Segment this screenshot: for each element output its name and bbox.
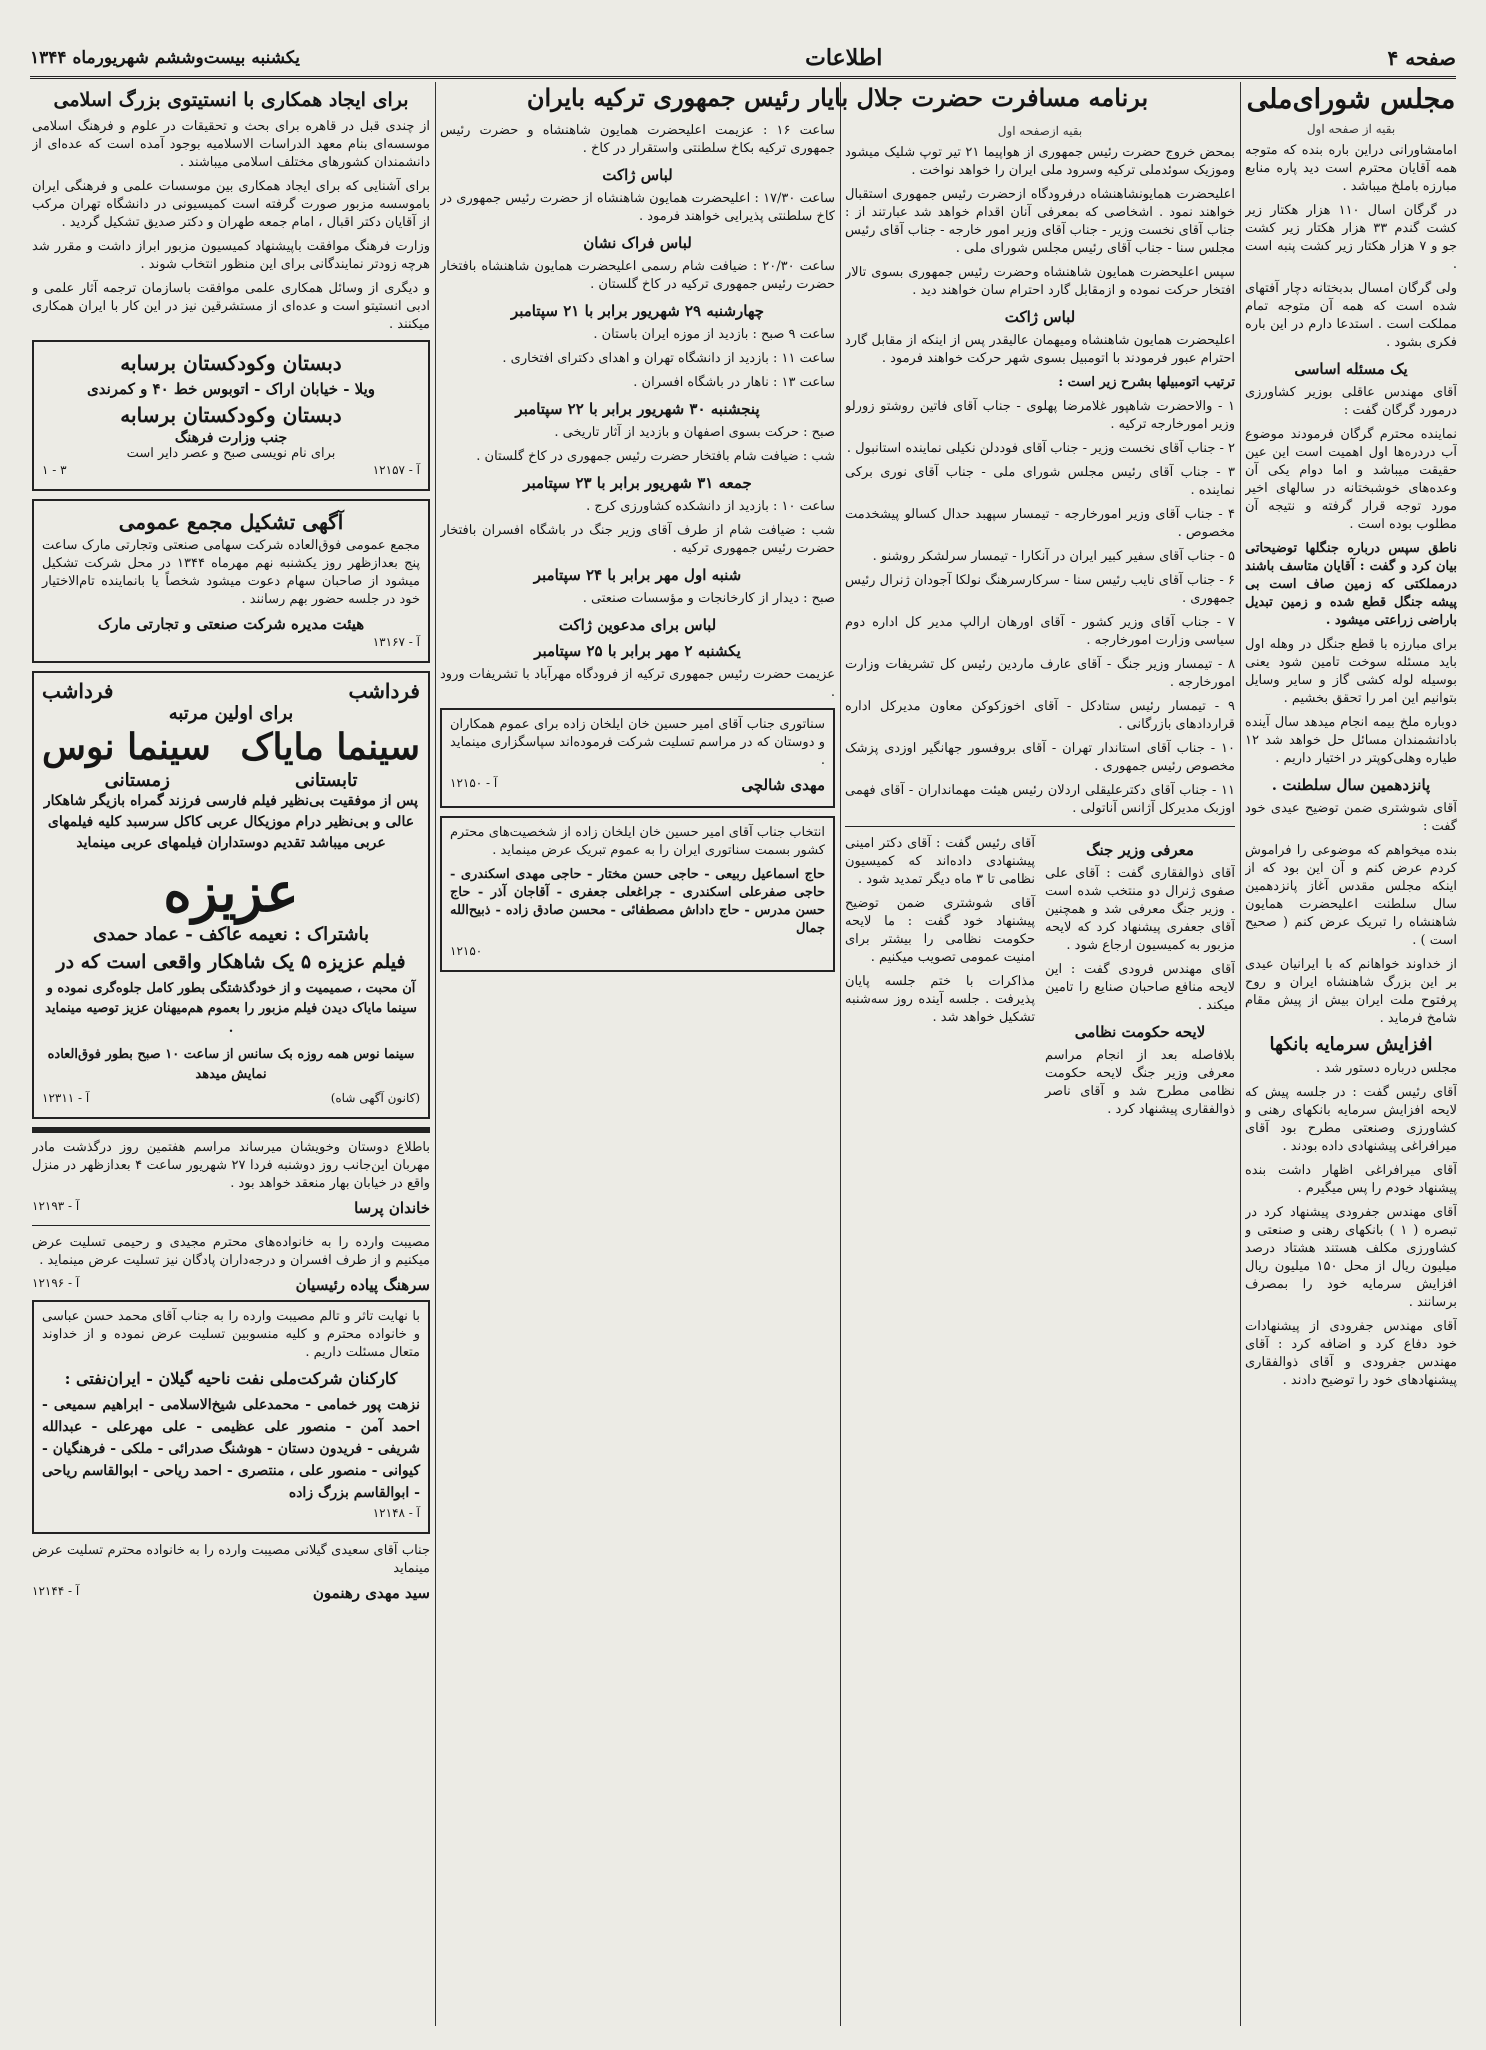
ad-text: مجمع عمومی فوق‌العاده شرکت سهامی صنعتی وتجارتی مارک ساعت پنج بعدازظهر روز یکشنبه نهم مهرماه ۱۳۴۴ در محل شرکت تشکیل میشود از صاحبان سهام دعوت میشود شخصاً یا بانماینده تام‌الاختیار خود در جلسه حضور بهم رسانند . bbox=[42, 538, 421, 607]
ads-column bbox=[32, 82, 430, 2026]
article-paragraph: شب : ضیافت شام از طرف آقای وزیر جنگ در باشگاه افسران بافتخار حضرت رئیس جمهوری ترکیه . bbox=[440, 523, 835, 556]
article-paragraph: ساعت ۱۰ : بازدید از دانشکده کشاورزی کرج . bbox=[586, 499, 835, 514]
program-day-heading: چهارشنبه ۲۹ شهریور برابر با ۲۱ سپتامبر bbox=[510, 302, 765, 320]
article-paragraph: مجلس درباره دستور شد . bbox=[1316, 1061, 1457, 1076]
program-subheading: لایحه حکومت نظامی bbox=[1074, 1023, 1206, 1041]
subcolumn bbox=[1045, 835, 1235, 1125]
article-paragraph: بلافاصله بعد از انجام مراسم معرفی وزیر جنگ لایحه حکومت نظامی مطرح شد و آقای ناصر ذوالفقاری پیشنهاد کرد . bbox=[1045, 1048, 1235, 1117]
article-paragraph: ترتیب اتومبیلها بشرح زیر است : bbox=[1058, 375, 1235, 390]
film-cast: باشتراک : نعیمه عاکف - عماد حمدی bbox=[92, 924, 370, 945]
two-column-block bbox=[845, 835, 1235, 1125]
program-subheading: لباس فراک نشان bbox=[583, 234, 692, 252]
assembly-ad bbox=[32, 499, 430, 663]
article-paragraph: آقای رئیس گفت : در جلسه پیش که لایحه افزایش سرمایه بانکهای رهنی و کشاورزی وصنعتی مطرح بود آقای میرافراغی پیشنهادی داده بودند . bbox=[1245, 1085, 1457, 1154]
school-address: ویلا - خیابان اراک - اتوبوس خط ۴۰ و کمرندی bbox=[86, 380, 376, 398]
cinema-text: پس از موفقیت بی‌نظیر فیلم فارسی فرزند گمراه بازیگر شاهکار عالی و بی‌نظیر درام موزیکال عربی کاکل سرسبد کلیه فیلمهای عربی میباشد تقدیم دوستداران فیلمهای عربی مینماید bbox=[43, 793, 419, 851]
majlis-continuation: بقیه از صفحه اول bbox=[1306, 122, 1396, 136]
ad-footer bbox=[42, 463, 420, 477]
list-item: ۷ - جناب آقای وزیر کشور - آقای اورهان ارالپ مدیر کل اداره دوم سیاسی وزارت امورخارجه . bbox=[845, 615, 1235, 648]
cinema-seasons bbox=[42, 770, 420, 791]
ad-text: سناتوری جناب آقای امیر حسین خان ایلخان زاده برای عموم همکاران و دوستان که در مراسم تسلیت شرکت فرموده‌اند سپاسگزاری مینماید . bbox=[450, 717, 825, 768]
ad-ref: ۳ - ۱ bbox=[42, 463, 67, 477]
program-day-heading: یکشنبه ۲ مهر برابر با ۲۵ سپتامبر bbox=[534, 642, 741, 660]
program-day-heading: جمعه ۳۱ شهریور برابر با ۲۳ سپتامبر bbox=[523, 474, 752, 492]
ad-footer bbox=[42, 635, 420, 649]
cinema-name: سینما نوس bbox=[42, 726, 211, 768]
divider-bar bbox=[32, 1127, 430, 1133]
article-paragraph: دوباره ملخ بیمه انجام میدهد سال آینده بادانشمندان مسائل حل خواهد شد ۱۲ طیاره وهلی‌کوپتر در اختیار داریم . bbox=[1245, 715, 1457, 766]
article-paragraph: ولی گرگان امسال بدبختانه دچار آفتهای شده است که همه آن متوجه تمام مملکت است . استدعا دارم در این باره فکری بشود . bbox=[1245, 281, 1457, 350]
ad-ref: ۱۲۱۵۰ bbox=[450, 944, 483, 958]
gilan-title: کارکنان شرکت‌ملی نفت ناحیه گیلان - ایران‌نفتی : bbox=[64, 1369, 398, 1388]
program-subheading: معرفی وزیر جنگ bbox=[1086, 841, 1194, 859]
article-paragraph: و دیگری از وسائل همکاری علمی موافقت باسازمان ترجمه آثار علمی و ادبی انستیتو است و عده‌ای از مستشرقین نیز در این کار با ایران همکاری میکنند . bbox=[32, 281, 430, 332]
tonight-label: فرداشب bbox=[348, 679, 420, 703]
ad-ref: آ - ۱۲۱۹۶ bbox=[32, 1276, 80, 1290]
ad-text: با نهایت تاثر و تالم مصیبت وارده را به جناب آقای محمد حسن عباسی و خانواده محترم و کلیه منسوبین تسلیت عرض نموده و از خداوند متعال مسئلت داریم . bbox=[42, 1309, 420, 1360]
article-paragraph: نماینده محترم گرگان فرمودند موضوع آب دردره‌ها اول اهمیت است این عین حقیقت میباشد و اما دوام یکی آن وعده‌های خوشبختانه در سالهای اخیر مورد توجه قرار گرفته و نتیجه آن مطلوب بوده است . bbox=[1245, 427, 1457, 532]
final-signature: سید مهدی رهنمون bbox=[312, 1584, 430, 1602]
ad-signature: مهدی شالچی bbox=[741, 776, 825, 794]
article-paragraph: ساعت ۲۰/۳۰ : ضیافت شام رسمی اعلیحضرت همایون شاهنشاه بافتخار حضرت رئیس جمهوری ترکیه در کاخ گلستان . bbox=[440, 259, 835, 292]
film-title: عزیزه bbox=[163, 860, 299, 924]
cinema-tonight bbox=[42, 679, 420, 703]
article-paragraph: بنده میخواهم که موضوعی را فراموش کردم عرض کنم و آن این بود که از اینکه مجلس مقدس آغاز پانزدهمین سال سلطنت اعلیحضرت همایون شاهنشاه را تبریک عرض کنم ( صحیح است ) . bbox=[1245, 843, 1457, 948]
column-rule bbox=[435, 82, 436, 2026]
ad-footer bbox=[32, 1199, 430, 1217]
ad-footer bbox=[42, 1091, 420, 1105]
cinema-name: سینما مایاک bbox=[240, 726, 420, 768]
list-item: ۱۰ - جناب آقای استاندار تهران - آقای بروفسور جهانگیر اوزدی پزشک مخصوص رئیس جمهوری . bbox=[845, 741, 1235, 774]
ad-footer bbox=[450, 776, 825, 794]
ad-footer bbox=[32, 1276, 430, 1294]
ad-ref: آ - ۱۲۳۱۱ bbox=[42, 1091, 90, 1105]
page-number: صفحه ۴ bbox=[1387, 46, 1456, 70]
majlis-subheading: یک مسئله اساسی bbox=[1294, 360, 1408, 378]
ad-ref: آ - ۱۲۱۵۰ bbox=[450, 776, 498, 790]
final-text: جناب آقای سعیدی گیلانی مصیبت وارده را به خانواده محترم تسلیت عرض مینماید bbox=[32, 1543, 430, 1576]
ad-ref: آ - ۱۳۱۶۷ bbox=[372, 635, 420, 649]
school-title: دبستان وکودکستان برسابه bbox=[120, 403, 342, 427]
ad-ref: آ - ۱۲۱۴۸ bbox=[372, 1506, 420, 1520]
program-column-right bbox=[845, 122, 1235, 2026]
article-paragraph: ساعت ۹ صبح : بازدید از موزه ایران باستان . bbox=[593, 327, 835, 342]
senator-thanks-ad bbox=[440, 708, 835, 808]
article-paragraph: اعلیحضرت همایونشاهنشاه درفرودگاه ازحضرت رئیس جمهوری استقبال خواهند نمود . اشخاصی که بمعرفی آنان اقدام خواهد شد عبارتند از : جناب آقای نخست وزیر - جناب آقای وزیر امور خارجه - جناب آقای رئیس مجلس سنا - جناب آقای رئیس مجلس شورای ملی . bbox=[845, 187, 1235, 256]
article-paragraph: آقای شوشتری ضمن توضیح عیدی خود گفت : bbox=[1245, 801, 1457, 834]
congrats-ad bbox=[440, 816, 835, 972]
article-paragraph: صبح : حرکت بسوی اصفهان و بازدید از آثار تاریخی . bbox=[554, 425, 835, 440]
article-paragraph: آقای ذوالفقاری گفت : آقای علی صفوی ژنرال دو منتخب شده است . وزیر جنگ معرفی شد و همچنین آقای جعفری پیشنهاد کرد که لایحه مزبور به کمیسیون ارجاع شود . bbox=[1045, 866, 1235, 953]
article-paragraph: آقای مهندس جفرودی از پیشنهادات خود دفاع کرد و اضافه کرد : آقای مهندس جفرودی و آقای ذوالفقاری پیشنهادهای خود را توضیح دادند . bbox=[1245, 1319, 1457, 1388]
assembly-signature: هیئت مدیره شرکت صنعتی و تجارتی مارک bbox=[97, 615, 365, 633]
program-day-heading: پنجشنبه ۳۰ شهریور برابر با ۲۲ سپتامبر bbox=[515, 400, 760, 418]
ad-footer bbox=[450, 944, 825, 958]
divider bbox=[32, 1225, 430, 1226]
article-paragraph: شب : ضیافت شام بافتخار حضرت رئیس جمهوری در کاخ گلستان . bbox=[476, 449, 835, 464]
article-paragraph: ساعت ۱۳ : ناهار در باشگاه افسران . bbox=[633, 375, 835, 390]
article-paragraph: اعلیحضرت همایون شاهنشاه ومیهمان عالیقدر پس از اینکه از مقابل گارد احترام عبور فرمودند با اتومبیل بسوی شهر حرکت خواهند فرمود . bbox=[845, 333, 1235, 366]
paper-name: اطلاعات bbox=[805, 45, 883, 71]
majlis-column bbox=[1245, 82, 1457, 2026]
list-item: ۸ - تیمسار وزیر جنگ - آقای عارف ماردین رئیس کل تشریفات وزارت امورخارجه . bbox=[845, 657, 1235, 690]
cinema-ad bbox=[32, 671, 430, 1119]
list-item: ۳ - جناب آقای رئیس مجلس شورای ملی - جناب آقای نوری برکی نماینده . bbox=[845, 465, 1235, 498]
ad-ref: آ - ۱۲۱۴۴ bbox=[32, 1584, 80, 1598]
ad-footer bbox=[32, 1584, 430, 1602]
thanks-signature: سرهنگ پیاده رئیسیان bbox=[295, 1276, 430, 1294]
article-paragraph: آقای شوشتری ضمن توضیح پیشنهاد خود گفت : ما لایحه حکومت نظامی را بیشتر برای امنیت عمومی تصویب میکنیم . bbox=[845, 896, 1035, 965]
gilan-names: نزهت پور خمامی - محمدعلی شیخ‌الاسلامی - ابراهیم سمیعی - احمد آمن - منصور علی عظیمی - علی مهرعلی - عبدالله شریفی - فریدون دستان - هوشنگ صدرائی - ملکی - فرهنگیان - کیوانی - منصور علی ، منتصری - احمد ریاحی - ابوالقاسم ریاحی - ابوالقاسم بزرگ زاده bbox=[42, 1397, 420, 1501]
list-item: ۱ - والاحضرت شاهپور غلامرضا پهلوی - جناب آقای فاتین روشتو زورلو وزیر امورخارجه ترکیه . bbox=[845, 399, 1235, 432]
list-item: ۶ - جناب آقای نایب رئیس سنا - سرکارسرهنگ نولکا آجودان ژنرال رئیس جمهوری . bbox=[845, 573, 1235, 606]
list-item: ۵ - جناب آقای سفیر کبیر ایران در آنکارا - تیمسار سرلشکر روشنو . bbox=[872, 549, 1235, 564]
ad-text: انتخاب جناب آقای امیر حسین خان ایلخان زاده از شخصیت‌های محترم کشور بسمت سناتوری ایران را به عموم تبریک عرض مینماید . bbox=[450, 825, 825, 858]
article-paragraph: ساعت ۱۱ : بازدید از دانشگاه تهران و اهدای دکترای افتخاری . bbox=[502, 351, 835, 366]
list-item: ۲ - جناب آقای نخست وزیر - جناب آقای فوددلن نکیلی نماینده استانبول . bbox=[846, 441, 1235, 456]
column-rule bbox=[1240, 82, 1241, 2026]
article-paragraph: برای مبارزه با قطع جنگل در وهله اول باید مسئله سوخت تامین شود یعنی بوسیله لوله کشی گاز و سایر وسایل بتوانیم این امر را تحقق بخشیم . bbox=[1245, 637, 1457, 706]
cinema-text: آن محبت ، صمیمیت و از خودگذشتگی بطور کامل جلوه‌گری نموده و سینما مایاک دیدن فیلم مزبور را بعموم هم‌میهنان عزیز توصیه مینماید . bbox=[45, 981, 417, 1036]
list-item: ۴ - جناب آقای وزیر امورخارجه - تیمسار سپهبد حدال کسالو پیشخدمت مخصوص . bbox=[845, 507, 1235, 540]
subcolumn bbox=[845, 835, 1035, 1125]
ad-ref: آ - ۱۲۱۵۷ bbox=[372, 463, 420, 477]
program-subheading: لباس برای مدعوین ژاکت bbox=[558, 616, 717, 634]
school-note: جنب وزارت فرهنگ bbox=[174, 430, 288, 446]
program-subheading: لباس ژاکت bbox=[1004, 308, 1076, 326]
program-subheading: لباس ژاکت bbox=[602, 166, 673, 184]
article-paragraph: آقای مهندس جفرودی پیشنهاد کرد در تبصره ( ۱ ) بانکهای رهنی و صنعتی و کشاورزی مکلف هستند هشتاد درصد میلیون ریال از محل ۱۵۰ میلیون ریال افزایش سرمایه خود را بمصرف برسانند . bbox=[1245, 1205, 1457, 1310]
film-tagline: فیلم عزیزه ۵ یک شاهکار واقعی است که در bbox=[56, 951, 406, 973]
article-paragraph: آقای میرافراغی اظهار داشت بنده پیشنهاد خودم را پس میگیرم . bbox=[1245, 1163, 1457, 1196]
list-item: ۱۱ - جناب آقای دکترعلیقلی اردلان رئیس هیئت مهمانداران - آقای فهمی اوزبک مدیرکل آژانس آناتولی . bbox=[845, 783, 1235, 816]
gilan-condolence-ad bbox=[32, 1300, 430, 1534]
page-header bbox=[30, 40, 1456, 79]
article-paragraph: برای آشنایی که برای ایجاد همکاری بین موسسات علمی و فرهنگی ایران باموسسه مزبور صورت گرفته است کمیسیونی در دانشگاه تهران مرکب از آقایان دکتر اقبال ، امام جمعه طهران و دکتر صدیق تشکیل گردید . bbox=[32, 179, 430, 230]
article-paragraph: وزارت فرهنگ موافقت باپیشنهاد کمیسیون مزبور ابراز داشت و مقرر شد هرچه زودتر نمایندگانی برای این منظور انتخاب شوند . bbox=[32, 239, 430, 272]
article-paragraph: مذاکرات با ختم جلسه پایان پذیرفت . جلسه آینده روز سه‌شنبه تشکیل خواهد شد . bbox=[845, 974, 1035, 1025]
institute-title: برای ایجاد همکاری با انستیتوی بزرگ اسلامی bbox=[53, 89, 409, 111]
cinema-first-time: برای اولین مرتبه bbox=[168, 703, 294, 724]
article-paragraph: از خداوند خواهانم که با ایرانیان عیدی بر این بزرگ شاهنشاه ایران و روح پرفتوح ملت ایران بیش از پیش مقام شامخ فرماید . bbox=[1245, 957, 1457, 1026]
school-title: دبستان وکودکستان برسابه bbox=[120, 351, 342, 375]
program-title: برنامه مسافرت حضرت جلال بایار رئیس جمهوری ترکیه بایران bbox=[526, 83, 1149, 112]
majlis-subheading: افزایش سرمایه بانکها bbox=[1269, 1034, 1433, 1055]
article-paragraph: عزیمت حضرت رئیس جمهوری ترکیه از فرودگاه مهرآباد با تشریفات ورود . bbox=[440, 667, 835, 700]
tonight-label: فرداشب bbox=[42, 679, 114, 703]
ad-ref: (کانون آگهی شاه) bbox=[330, 1091, 420, 1105]
thanks-text: مصیبت وارده را به خانواده‌های محترم مجیدی و رحیمی تسلیت عرض میکنیم و از طرف افسران و درجه‌داران پادگان نیز تسلیت عرض مینماید . bbox=[32, 1235, 430, 1268]
divider bbox=[845, 826, 1235, 827]
cinema-hours: سینما نوس همه روزه بک سانس از ساعت ۱۰ صبح بطور فوق‌العاده نمایش میدهد bbox=[47, 1047, 415, 1082]
majlis-title: مجلس شورای‌ملی bbox=[1246, 84, 1456, 115]
memorial-signature: خاندان پرسا bbox=[354, 1199, 430, 1217]
school-ad bbox=[32, 340, 430, 491]
ad-names: حاج اسماعیل ربیعی - حاجی حسن مختار - حاجی مهدی اسکندری - حاجی صفرعلی اسکندری - جراغعلی جعفری - آقاجان آذر - حاج حسن مدرس - حاج داداش مصطفائی - محسن صادق زاده - ذبیح‌الله جمال bbox=[450, 867, 825, 936]
memorial-text: باطلاع دوستان وخویشان میرساند مراسم هفتمین روز درگذشت مادر مهربان این‌جانب روز دوشنبه فردا ۲۷ شهریور ساعت ۴ بعدازظهر در منزل واقع در خیابان بهار منعقد خواهد بود . bbox=[32, 1140, 430, 1191]
article-paragraph: ساعت ۱۶ : عزیمت اعلیحضرت همایون شاهنشاه و حضرت رئیس جمهوری ترکیه بکاخ سلطنتی واستقرار در کاخ . bbox=[440, 123, 835, 156]
program-day-heading: شنبه اول مهر برابر با ۲۴ سپتامبر bbox=[533, 566, 742, 584]
program-continuation: بقیه ازصفحه اول bbox=[997, 124, 1083, 138]
article-paragraph: از چندی قبل در قاهره برای بحث و تحقیقات در علوم و فرهنگ اسلامی موسسه‌ای بنام معهد الدراسات الاسلامیه بوجود آمده است که عده‌ای از دانشمندان کشورهای مختلف اسلامی میباشند . bbox=[32, 119, 430, 170]
ad-footer bbox=[42, 1506, 420, 1520]
majlis-subheading: پانزدهمین سال سلطنت . bbox=[1271, 776, 1431, 794]
issue-date: یکشنبه بیست‌وششم شهریورماه ۱۳۴۴ bbox=[30, 48, 300, 68]
article-paragraph: بمحض خروج حضرت رئیس جمهوری از هواپیما ۲۱ تیر توپ شلیک میشود وموزیک سوئدملی ترکیه وسرود ملی ایران را خواهد نواخت . bbox=[845, 145, 1235, 178]
article-paragraph: امامشاورانی دراین باره بنده که متوجه همه آقایان محترم است دید پاره منابع مبارزه باملخ میباشد . bbox=[1245, 143, 1457, 194]
season-label: تابستانی bbox=[294, 770, 358, 791]
article-paragraph: سپس اعلیحضرت همایون شاهنشاه وحضرت رئیس جمهوری بسوی تالار افتخار حرکت نموده و ازمقابل گارد احترام سان خواهند دید . bbox=[845, 265, 1235, 298]
school-note: برای نام نویسی صبح و عصر دایر است bbox=[126, 446, 336, 461]
article-paragraph: در گرگان اسال ۱۱۰ هزار هکتار زیر کشت گندم ۳۳ هزار هکتار زیر کشت جو و ۷ هزار هکتار زیر کشت پنبه است . bbox=[1245, 203, 1457, 272]
article-paragraph: آقای مهندس فرودی گفت : این لایحه منافع صاحبان صنایع را تامین میکند . bbox=[1045, 962, 1235, 1013]
article-paragraph: آقای مهندس عاقلی بوزیر کشاورزی درمورد گرگان گفت : bbox=[1245, 385, 1457, 418]
cinema-names bbox=[42, 724, 420, 770]
article-paragraph: ناطق سپس درباره جنگلها توضیحاتی بیان کرد و گفت : آقایان متاسف باشند درمملکتی که زمین صاف است بی پیشه جنگل قطع شده و زمین تبدیل باراضی زراعتی میشود . bbox=[1245, 541, 1457, 628]
assembly-title: آگهی تشکیل مجمع عمومی bbox=[118, 510, 344, 534]
article-paragraph: صبح : دیدار از کارخانجات و مؤسسات صنعتی . bbox=[582, 591, 835, 606]
list-item: ۹ - تیمسار رئیس ستادکل - آقای اخوزکوکن معاون مدیرکل اداره قراردادهای بازرگانی . bbox=[845, 699, 1235, 732]
ad-ref: آ - ۱۲۱۹۳ bbox=[32, 1199, 80, 1213]
season-label: زمستانی bbox=[104, 770, 170, 791]
article-paragraph: ساعت ۱۷/۳۰ : اعلیحضرت همایون شاهنشاه از حضرت رئیس جمهوری در کاخ سلطنتی پذیرایی خواهند فرمود . bbox=[440, 191, 835, 224]
column-rule bbox=[840, 82, 841, 2026]
program-column-left bbox=[440, 122, 835, 2026]
program-title-block bbox=[440, 82, 1235, 114]
article-paragraph: آقای رئیس گفت : آقای دکتر امینی پیشنهادی داده‌اند که کمیسیون نظامی تا ۳ ماه دیگر تمدید شود . bbox=[845, 836, 1035, 887]
